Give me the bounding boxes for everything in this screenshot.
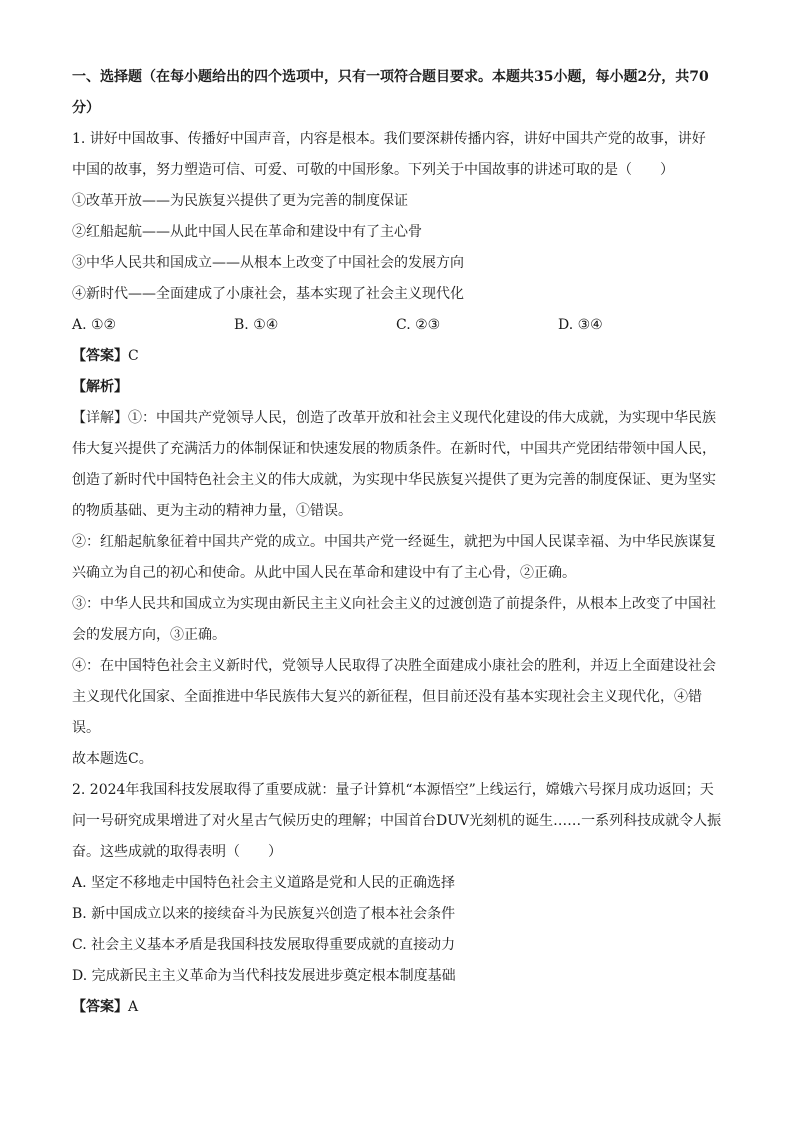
q1-analysis-line: 会的发展方向，③正确。 — [72, 627, 226, 643]
q1-stem-line: 1. 讲好中国故事、传播好中国声音，内容是根本。我们要深耕传播内容，讲好中国共产党的故事，讲好 — [72, 131, 706, 147]
q1-options — [72, 310, 724, 341]
q2-answer-label: 【答案】 — [72, 999, 128, 1015]
q1-item: ①改革开放——为民族复兴提供了更为完善的制度保证 — [72, 193, 408, 209]
q1-analysis-line: ②：红船起航象征着中国共产党的成立。中国共产党一经诞生，就把为中国人民谋幸福、为中华民族谋复 — [72, 534, 716, 550]
section-title-line-2: 分） — [72, 100, 100, 116]
question-1 — [72, 124, 724, 775]
q2-answer — [72, 992, 724, 1023]
q2-option-b: B. 新中国成立以来的接续奋斗为民族复兴创造了根本社会条件 — [72, 906, 456, 922]
q1-option-c: C. ②③ — [396, 317, 441, 333]
q2-option-a: A. 坚定不移地走中国特色社会主义道路是党和人民的正确选择 — [72, 875, 456, 891]
q1-item: ②红船起航——从此中国人民在革命和建设中有了主心骨 — [72, 224, 422, 240]
q1-analysis-line: ③：中华人民共和国成立为实现由新民主主义向社会主义的过渡创造了前提条件，从根本上改变了中国社 — [72, 596, 716, 612]
q2-option-c: C. 社会主义基本矛盾是我国科技发展取得重要成就的直接动力 — [72, 937, 456, 953]
q1-option-d: D. ③④ — [558, 317, 603, 333]
q1-analysis-line: 误。 — [72, 720, 100, 736]
q2-option-d: D. 完成新民主主义革命为当代科技发展进步奠定根本制度基础 — [72, 968, 456, 984]
q1-analysis-line: 伟大复兴提供了充满活力的体制保证和快速发展的物质条件。在新时代，中国共产党团结带领中国人民， — [72, 441, 716, 457]
q1-analysis-line: 【详解】①：中国共产党领导人民，创造了改革开放和社会主义现代化建设的伟大成就，为实现中华民族 — [72, 410, 716, 426]
q1-analysis-label: 【解析】 — [72, 379, 128, 395]
q1-analysis-line: ④：在中国特色社会主义新时代，党领导人民取得了决胜全面建成小康社会的胜利，并迈上全面建设社会 — [72, 658, 716, 674]
q2-answer-value: A — [128, 999, 139, 1015]
q1-answer — [72, 341, 724, 372]
q1-analysis-line: 主义现代化国家、全面推进中华民族伟大复兴的新征程，但目前还没有基本实现社会主义现代化，④错 — [72, 689, 702, 705]
q1-analysis-line: 创造了新时代中国特色社会主义的伟大成就，为实现中华民族复兴提供了更为完善的制度保证、更为坚实 — [72, 472, 716, 488]
q1-item: ④新时代——全面建成了小康社会，基本实现了社会主义现代化 — [72, 286, 464, 302]
exam-page — [72, 62, 724, 1023]
q1-analysis-line: 兴确立为自己的初心和使命。从此中国人民在革命和建设中有了主心骨，②正确。 — [72, 565, 576, 581]
question-2 — [72, 775, 724, 1023]
q2-stem-line: 奋。这些成就的取得表明（ ） — [72, 844, 282, 860]
q2-stem-line: 问一号研究成果增进了对火星古气候历史的理解；中国首台DUV光刻机的诞生……一系列科技成就令人振 — [72, 813, 722, 829]
q2-stem-line: 2. 2024年我国科技发展取得了重要成就：量子计算机“本源悟空”上线运行，嫦娥六号探月成功返回；天 — [72, 782, 714, 798]
q1-stem-line: 中国的故事，努力塑造可信、可爱、可敬的中国形象。下列关于中国故事的讲述可取的是（ ） — [72, 162, 674, 178]
q1-item: ③中华人民共和国成立——从根本上改变了中国社会的发展方向 — [72, 255, 464, 271]
q1-option-a: A. ①② — [72, 317, 117, 333]
q1-answer-label: 【答案】 — [72, 348, 128, 364]
q1-option-b: B. ①④ — [234, 317, 279, 333]
q1-analysis-line: 的物质基础、更为主动的精神力量，①错误。 — [72, 503, 352, 519]
section-title-line-1: 一、选择题（在每小题给出的四个选项中，只有一项符合题目要求。本题共35小题，每小题2分，共70 — [72, 69, 709, 85]
q1-analysis-line: 故本题选C。 — [72, 751, 153, 767]
q1-answer-value: C — [128, 348, 139, 364]
